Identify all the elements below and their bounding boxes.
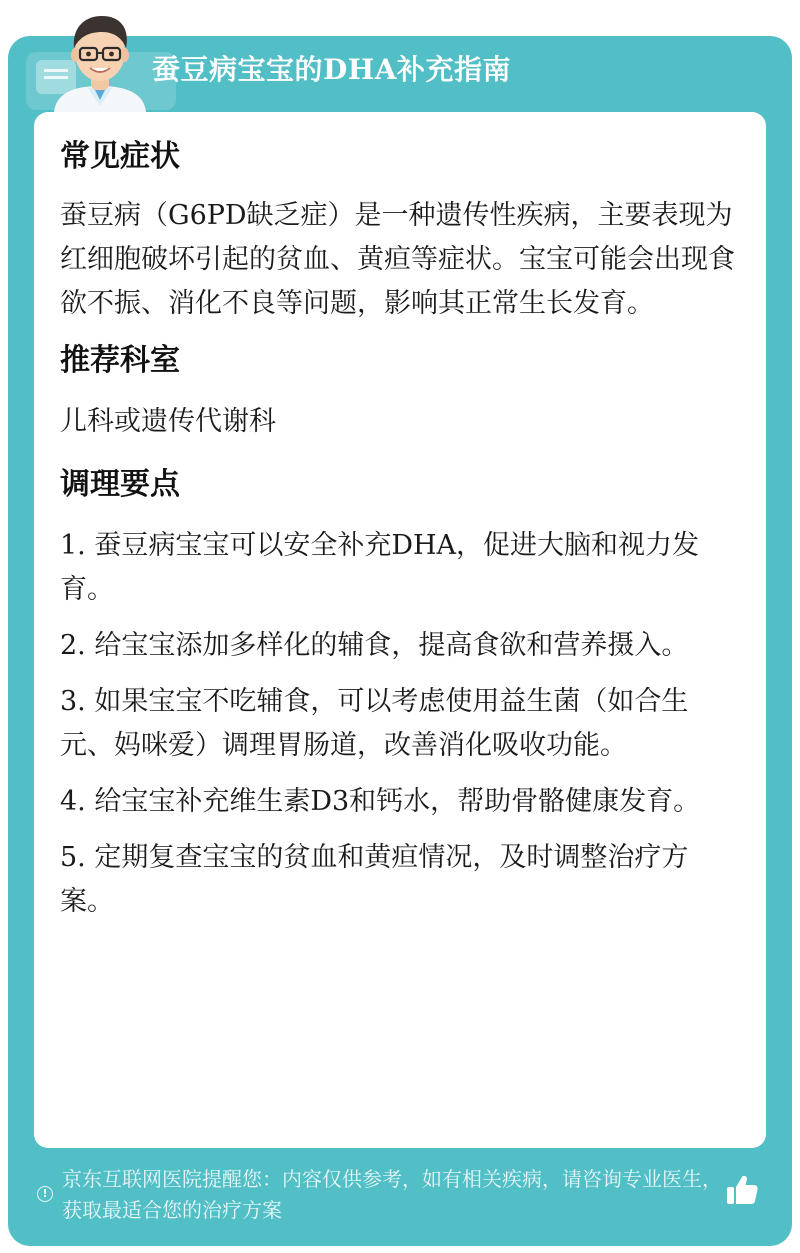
- doctor-avatar-icon: [46, 8, 154, 112]
- thumbs-up-icon[interactable]: [724, 1172, 760, 1208]
- content-card: [34, 112, 766, 1148]
- care-item: 1. 蚕豆病宝宝可以安全补充DHA，促进大脑和视力发育。: [60, 530, 700, 605]
- care-item: 2. 给宝宝添加多样化的辅食，提高食欲和营养摄入。: [60, 630, 689, 661]
- department-title: 推荐科室: [60, 343, 180, 378]
- care-title: 调理要点: [60, 467, 180, 502]
- info-icon: !: [37, 1186, 53, 1202]
- symptoms-title: 常见症状: [60, 139, 180, 174]
- care-item: 5. 定期复查宝宝的贫血和黄疸情况，及时调整治疗方案。: [60, 842, 689, 917]
- symptoms-body: 蚕豆病（G6PD缺乏症）是一种遗传性疾病，主要表现为红细胞破坏引起的贫血、黄疸等症状。宝宝可能会出现食欲不振、消化不良等问题，影响其正常生长发育。: [60, 200, 735, 319]
- footer-disclaimer: 京东互联网医院提醒您：内容仅供参考，如有相关疾病，请咨询专业医生，获取最适合您的治疗方案: [62, 1167, 722, 1222]
- department-body: 儿科或遗传代谢科: [60, 406, 276, 437]
- page-title: 蚕豆病宝宝的DHA补充指南: [152, 53, 511, 86]
- care-list: [60, 524, 740, 924]
- care-item: 3. 如果宝宝不吃辅食，可以考虑使用益生菌（如合生元、妈咪爱）调理胃肠道，改善消化吸收功能。: [60, 686, 689, 761]
- care-item: 4. 给宝宝补充维生素D3和钙水，帮助骨骼健康发育。: [60, 786, 701, 817]
